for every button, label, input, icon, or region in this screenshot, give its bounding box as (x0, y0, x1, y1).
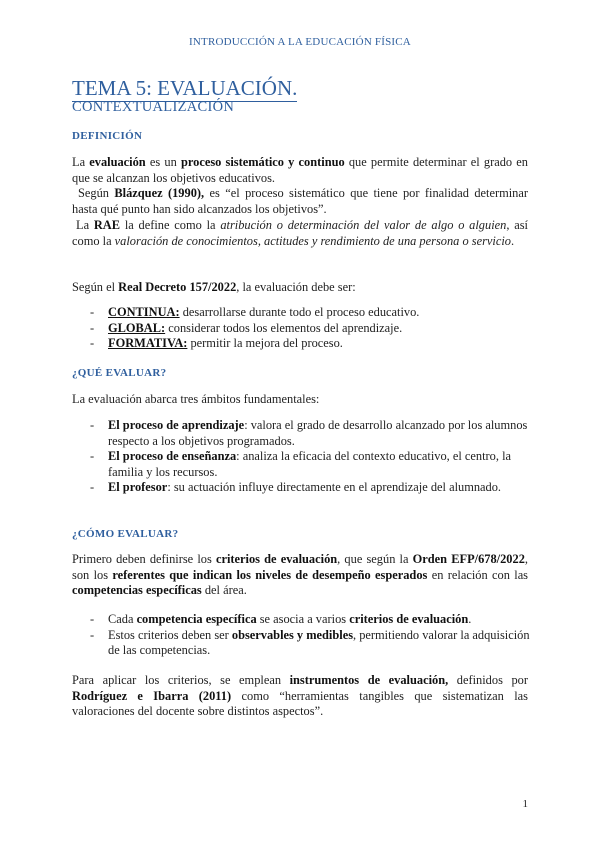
list-item-text: : analiza la eficacia del contexto educativo, el centro, la familia y los recursos. (108, 449, 512, 479)
list-item-label: El proceso de enseñanza (108, 449, 237, 463)
text-run: definidos por (448, 673, 528, 687)
list-dash: - (90, 612, 95, 626)
list-dash: - (90, 336, 95, 350)
bold-run: instrumentos de evaluación, (289, 673, 449, 687)
section-heading-como-evaluar: ¿CÓMO EVALUAR? (72, 528, 179, 540)
list-item (90, 480, 530, 496)
bold-run: competencia específica (136, 612, 257, 626)
text-run: , son los (72, 552, 529, 582)
italic-run: atribución o determinación del valor de algo o alguien (220, 218, 507, 232)
bold-run: Real Decreto 157/2022 (118, 280, 237, 294)
list-dash: - (90, 305, 95, 319)
definition-paragraph-1 (72, 155, 528, 186)
text-run: , la evaluación debe ser: (236, 280, 356, 294)
text-run: Primero deben definirse los (72, 552, 216, 566)
list-item-text: considerar todos los elementos del aprendizaje. (165, 320, 403, 335)
bold-run: proceso sistemático y continuo (180, 155, 345, 169)
list-item (90, 321, 530, 337)
bold-run: Blázquez (1990), (114, 186, 205, 200)
list-dash: - (90, 320, 95, 335)
text-run: . (468, 612, 472, 626)
text-run: Para aplicar los criterios, se emplean (72, 673, 290, 687)
page-title-text: TEMA 5: EVALUACIÓN. (72, 76, 298, 100)
list-item-label: El proceso de aprendizaje (108, 418, 245, 432)
text-run: La (72, 155, 90, 169)
como-evaluar-paragraph-2 (72, 673, 528, 720)
text-run: la define como la (120, 218, 221, 232)
bold-run: Orden EFP/678/2022 (412, 552, 525, 566)
como-evaluar-paragraph-1 (72, 552, 528, 599)
list-item-text: : valora el grado de desarrollo alcanzado por los alumnos respecto a los objetivos programados. (108, 418, 528, 448)
list-dash: - (90, 418, 95, 432)
list-item-label: CONTINUA: (108, 305, 180, 319)
list-item (90, 336, 530, 352)
text-run: La (76, 218, 94, 232)
text-run: , permitiendo valorar la adquisición de las competencias. (108, 627, 530, 657)
bold-run: evaluación (89, 155, 146, 169)
text-run: que permite determinar el grado en que se alcanzan los objetivos educativos. (72, 155, 528, 185)
text-run: , que según la (337, 552, 413, 566)
bold-run: observables y medibles (231, 627, 354, 642)
list-item (90, 449, 530, 480)
text-run: Estos criterios deben ser (108, 627, 232, 642)
evaluation-areas-list (90, 418, 530, 496)
bold-run: Rodríguez e Ibarra (2011) (72, 688, 232, 703)
que-evaluar-intro: La evaluación abarca tres ámbitos fundamentales: (72, 392, 320, 406)
list-dash: - (90, 449, 95, 463)
text-run: Según el (72, 280, 119, 294)
page-subtitle: CONTEXTUALIZACIÓN (72, 99, 235, 115)
text-run: es “el proceso sistemático que tiene por finalidad determinar hasta qué punto han sido alcanzados los objetivos”. (72, 186, 528, 216)
bold-run: referentes que indican los niveles de desempeño esperados (112, 567, 428, 582)
list-item (90, 305, 530, 321)
text-run: , así como la (72, 218, 528, 248)
list-item-label: FORMATIVA: (108, 336, 188, 350)
text-run: Según (78, 186, 115, 200)
bold-run: RAE (93, 218, 121, 232)
list-item (90, 612, 530, 628)
section-heading-que-evaluar: ¿QUÉ EVALUAR? (72, 367, 167, 379)
bold-run: competencias específicas (72, 583, 202, 597)
real-decreto-paragraph (72, 280, 528, 296)
text-run: . (510, 233, 515, 248)
text-run: Cada (108, 612, 137, 626)
text-run: del área. (201, 583, 247, 597)
running-header: INTRODUCCIÓN A LA EDUCACIÓN FÍSICA (189, 36, 411, 48)
definition-paragraph-3 (72, 218, 528, 249)
text-run: se asocia a varios (256, 612, 350, 626)
list-item-label: GLOBAL: (108, 320, 166, 335)
text-run: en relación con las (427, 567, 529, 582)
italic-run: valoración de conocimientos, actitudes y rendimiento de una persona o servicio (114, 233, 511, 248)
list-item (90, 628, 530, 659)
text-run: como “herramientas tangibles que sistematizan las valoraciones del docente sobre distintos aspectos”. (72, 688, 528, 718)
section-heading-definicion: DEFINICIÓN (72, 130, 143, 142)
bold-run: criterios de evaluación (349, 612, 469, 626)
list-item (90, 418, 530, 449)
definition-paragraph-2 (72, 186, 528, 217)
list-dash: - (90, 627, 95, 642)
text-run: es un (145, 155, 181, 169)
list-dash: - (90, 480, 95, 494)
list-item-text: permitir la mejora del proceso. (187, 336, 343, 350)
evaluation-characteristics-list (90, 305, 530, 352)
list-item-text: : su actuación influye directamente en el aprendizaje del alumnado. (167, 480, 502, 494)
page-number: 1 (522, 798, 528, 810)
list-item-text: desarrollarse durante todo el proceso educativo. (179, 305, 420, 319)
bold-run: criterios de evaluación (215, 552, 338, 566)
criteria-list (90, 612, 530, 659)
list-item-label: El profesor (108, 480, 168, 494)
